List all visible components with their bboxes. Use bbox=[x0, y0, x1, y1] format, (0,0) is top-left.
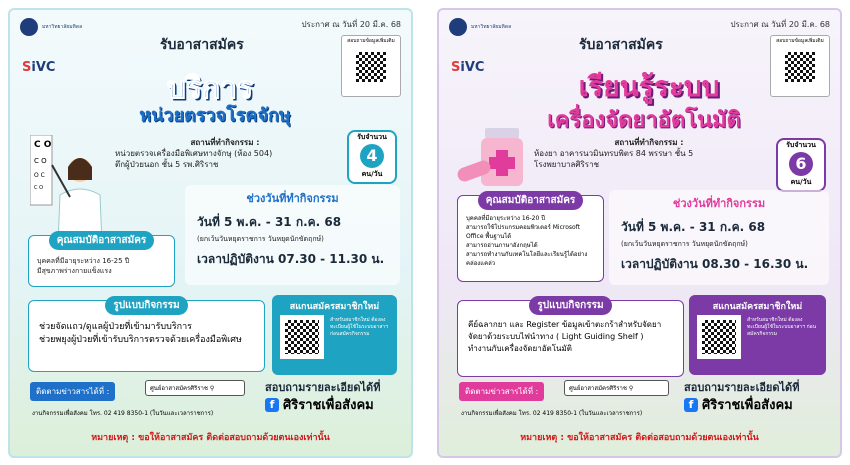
note: หมายเหตุ : ขอให้อาสาสมัคร ติดต่อสอบถามด้วยตนเองเท่านั้น bbox=[91, 433, 330, 443]
place-block: สถานที่ทำกิจกรรม : หน่วยตรวจเครื่องมือพิเศษทางจักษุ (ห้อง 504) ตึกผู้ป่วยนอก ชั้น 5 รพ.ศิริราช bbox=[115, 138, 273, 169]
qual-item: สามารถทำงานกับเทคโนโลยีและเรียนรู้ได้อย่างคล่องแคล่ว bbox=[466, 251, 588, 267]
title-line2: หน่วยตรวจโรคจักษุ bbox=[139, 105, 291, 126]
qualification-section: คุณสมบัติอาสาสมัคร บุคคลที่มีอายุระหว่าง 16-20 ปี สามารถใช้โปรแกรมคอมพิวเตอร์ Microsoft Office พื้นฐานได้ สามารถอ่านภาษาอังกฤษได้ สามารถทำงานกับเทคโนโลยีและเรียนรู้ได้อย่างคล่องแคล่ว bbox=[457, 195, 604, 282]
qr-code-icon bbox=[356, 52, 386, 82]
sivc-logo: SiVC bbox=[22, 60, 56, 75]
qual-item: บุคคลที่มีอายุระหว่าง 16-25 ปี bbox=[37, 257, 130, 265]
mahidol-logo: มหาวิทยาลัยมหิดล bbox=[20, 18, 82, 36]
svg-text:C O: C O bbox=[34, 140, 52, 150]
note: หมายเหตุ : ขอให้อาสาสมัคร ติดต่อสอบถามด้วยตนเองเท่านั้น bbox=[520, 433, 759, 443]
signup-panel[interactable]: สแกนสมัครสมาชิกใหม่ สำหรับสมาชิกใหม่ ต้องลงทะเบียนผู้ใช้ในระบบอาสาฯ ก่อนสมัครกิจกรรม bbox=[689, 295, 826, 375]
sivc-logo: SiVC bbox=[451, 60, 485, 75]
qr-code-icon bbox=[785, 52, 815, 82]
seal-icon bbox=[20, 18, 38, 36]
contact-label: ติดตามข่าวสารได้ที่ : bbox=[459, 382, 544, 401]
qual-item: สามารถใช้โปรแกรมคอมพิวเตอร์ Microsoft Office พื้นฐานได้ bbox=[466, 224, 581, 240]
format-item: ทำงานกับเครื่องจัดยาอัตโนมัติ bbox=[468, 344, 572, 353]
qr-code-icon bbox=[702, 320, 736, 354]
schedule-section: ช่วงวันที่ทำกิจกรรม วันที่ 5 พ.ค. - 31 ก.ค. 68 (ยกเว้นวันหยุดราชการ วันหยุดนักขัตฤกษ์) เวลาปฏิบัติงาน 08.30 - 16.30 น. bbox=[609, 190, 829, 285]
footer-org: งานกิจกรรมเพื่อสังคม โทร. 02 419 8350-1 (ในวันและเวลาราชการ) bbox=[32, 410, 214, 417]
facebook-icon: f bbox=[684, 398, 698, 412]
ask-more: สอบถามรายละเอียดได้ที่ bbox=[684, 381, 800, 394]
signup-panel[interactable]: สแกนสมัครสมาชิกใหม่ สำหรับสมาชิกใหม่ ต้องลงทะเบียนผู้ใช้ในระบบอาสาฯ ก่อนสมัครกิจกรรม bbox=[272, 295, 397, 375]
capacity-badge: รับจำนวน 4 คน/วัน bbox=[347, 130, 397, 184]
poster-pharmacy bbox=[437, 8, 842, 458]
recruit-heading: รับอาสาสมัคร bbox=[160, 37, 244, 53]
qualification-section: คุณสมบัติอาสาสมัคร บุคคลที่มีอายุระหว่าง 16-25 ปี มีสุขภาพร่างกายแข็งแรง bbox=[28, 235, 175, 287]
capacity-badge: รับจำนวน 6 คน/วัน bbox=[776, 138, 826, 192]
info-qr[interactable]: สอบถามข้อมูลเพิ่มเติม bbox=[770, 35, 830, 97]
qual-item: สามารถอ่านภาษาอังกฤษได้ bbox=[466, 242, 538, 249]
title-line1: บริการ bbox=[166, 71, 254, 106]
pill-illustration bbox=[457, 120, 537, 190]
title-line2: เครื่องจัดยาอัตโนมัติ bbox=[547, 108, 741, 133]
signup-qr[interactable] bbox=[697, 315, 741, 359]
contact-label: ติดตามข่าวสารได้ที่ : bbox=[30, 382, 115, 401]
footer-org: งานกิจกรรมเพื่อสังคม โทร. 02 419 8350-1 (ในวันและเวลาราชการ) bbox=[461, 410, 643, 417]
facebook-icon: f bbox=[265, 398, 279, 412]
schedule-section: ช่วงวันที่ทำกิจกรรม วันที่ 5 พ.ค. - 31 ก.ค. 68 (ยกเว้นวันหยุดราชการ วันหยุดนักขัตฤกษ์) เวลาปฏิบัติงาน 07.30 - 11.30 น. bbox=[185, 185, 400, 285]
signup-qr[interactable] bbox=[280, 315, 324, 359]
place-block: สถานที่ทำกิจกรรม : ห้องยา อาคารนวมินทรบพิตร 84 พรรษา ชั้น 5 โรงพยาบาลศิริราช bbox=[534, 138, 694, 169]
qual-item: มีสุขภาพร่างกายแข็งแรง bbox=[37, 267, 112, 275]
format-item: จัดยาด้วยระบบไฟนำทาง ( Light Guiding Shelf ) bbox=[468, 332, 644, 341]
format-section: รูปแบบกิจกรรม ช่วยจัดแถว/ดูแลผู้ป่วยที่เข้ามารับบริการ ช่วยพยุงผู้ป่วยที่เข้ารับบริการตรวจด้วยเครื่องมือพิเศษ bbox=[28, 300, 265, 372]
search-icon: ⚲ bbox=[209, 385, 215, 392]
facebook-link[interactable]: f ศิริราชเพื่อสังคม bbox=[265, 394, 374, 415]
svg-text:C O: C O bbox=[34, 157, 47, 165]
format-item: ช่วยพยุงผู้ป่วยที่เข้ารับบริการตรวจด้วยเครื่องมือพิเศษ bbox=[39, 335, 242, 345]
ask-more: สอบถามรายละเอียดได้ที่ bbox=[265, 381, 381, 394]
format-section: รูปแบบกิจกรรม คีย์ฉลากยา และ Register ข้อมูลเข้าตะกร้าสำหรับจัดยา จัดยาด้วยระบบไฟนำทาง ( Light Guiding Shelf ) ทำงานกับเครื่องจัดยาอัตโนมัติ bbox=[457, 300, 684, 377]
format-item: คีย์ฉลากยา และ Register ข้อมูลเข้าตะกร้าสำหรับจัดยา bbox=[468, 320, 662, 329]
search-box[interactable]: ศูนย์อาสาสมัครศิริราช ⚲ bbox=[564, 380, 669, 396]
poster-eye-clinic bbox=[8, 8, 413, 458]
qr-code-icon bbox=[285, 320, 319, 354]
seal-icon bbox=[449, 18, 467, 36]
recruit-heading: รับอาสาสมัคร bbox=[579, 37, 663, 53]
info-qr[interactable]: สอบถามข้อมูลเพิ่มเติม bbox=[341, 35, 401, 97]
title-line1: เรียนรู้ระบบ bbox=[578, 70, 720, 103]
format-item: ช่วยจัดแถว/ดูแลผู้ป่วยที่เข้ามารับบริการ bbox=[39, 322, 192, 332]
search-box[interactable]: ศูนย์อาสาสมัครศิริราช ⚲ bbox=[145, 380, 245, 396]
svg-text:O C: O C bbox=[34, 172, 45, 179]
qual-item: บุคคลที่มีอายุระหว่าง 16-20 ปี bbox=[466, 215, 546, 222]
mahidol-logo: มหาวิทยาลัยมหิดล bbox=[449, 18, 511, 36]
svg-text:C O: C O bbox=[34, 185, 44, 191]
search-icon: ⚲ bbox=[628, 385, 634, 392]
facebook-link[interactable]: f ศิริราชเพื่อสังคม bbox=[684, 394, 793, 415]
announce-date: ประกาศ ณ วันที่ 20 มี.ค. 68 bbox=[301, 20, 401, 29]
announce-date: ประกาศ ณ วันที่ 20 มี.ค. 68 bbox=[730, 20, 830, 29]
